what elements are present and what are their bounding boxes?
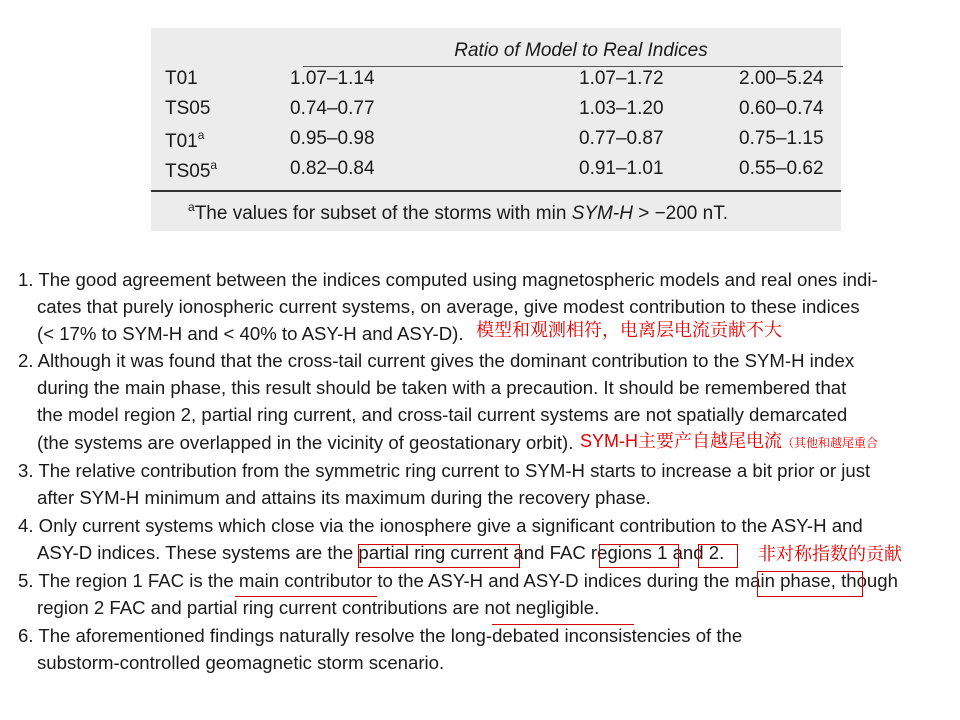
- finding-1-line-1: 1. The good agreement between the indices computed using magnetospheric models and real ones indi-: [18, 269, 878, 290]
- finding-4-line-2: ASY-D indices. These systems are the partial ring current and FAC regions 1 and 2.: [37, 542, 725, 563]
- finding-3-line-1: 3. The relative contribution from the symmetric ring current to SYM-H starts to increase a bit prior or just: [18, 460, 871, 481]
- annotation-note-2: SYM-H主要产自越尾电流（其他和越尾重合: [580, 431, 879, 451]
- table-footnote: $^a$The values for subset of the storms with min SYM-H > −200 nT.: [188, 200, 728, 224]
- table-bottom-divider: [151, 190, 841, 192]
- row-label: TS05: [165, 98, 211, 119]
- finding-2-line-2: during the main phase, this result should be taken with a precaution. It should be remembered that: [37, 377, 847, 398]
- table-cell: 0.55–0.62: [739, 158, 824, 179]
- table-cell: 0.60–0.74: [739, 98, 824, 119]
- row-label: T01$^a$: [165, 128, 205, 152]
- finding-6-line-1: 6. The aforementioned findings naturally resolve the long-debated inconsistencies of the: [18, 625, 743, 646]
- table-cell: 0.91–1.01: [579, 158, 664, 179]
- highlight-box-regions-1: [599, 544, 679, 568]
- row-label: T01: [165, 68, 198, 89]
- table-cell: 0.75–1.15: [739, 128, 824, 149]
- finding-4-line-1: 4. Only current systems which close via the ionosphere give a significant contribution to the ASY-H and: [18, 515, 863, 536]
- row-label: TS05$^a$: [165, 158, 218, 182]
- finding-6-line-2: substorm-controlled geomagnetic storm scenario.: [37, 652, 445, 673]
- table-row-ts05: [151, 98, 841, 126]
- table-cell: 0.82–0.84: [290, 158, 375, 179]
- finding-2-line-1: 2. Although it was found that the cross-tail current gives the dominant contribution to the SYM-H index: [18, 350, 855, 371]
- finding-5-line-2: region 2 FAC and partial ring current contributions are not negligible.: [37, 597, 600, 618]
- table-row-t01: [151, 68, 841, 96]
- finding-1-line-3: (< 17% to SYM-H and < 40% to ASY-H and ASY-D).: [37, 323, 464, 344]
- finding-2-line-4: (the systems are overlapped in the vicinity of geostationary orbit).: [37, 432, 574, 453]
- table-cell: 0.74–0.77: [290, 98, 375, 119]
- highlight-box-main-phase: [757, 571, 863, 597]
- finding-5-line-1: 5. The region 1 FAC is the main contributor to the ASY-H and ASY-D indices during the main phase, though: [18, 570, 898, 591]
- ratio-table: [151, 28, 841, 231]
- highlight-box-partial-ring-current: [358, 544, 520, 568]
- table-title-divider: [303, 66, 843, 67]
- table-row-t01-subset: [151, 128, 841, 156]
- finding-1-line-2: cates that purely ionospheric current systems, on average, give modest contribution to these indices: [37, 296, 860, 317]
- underline-main-contributor: [235, 596, 377, 597]
- annotation-note-3: 非对称指数的贡献: [758, 544, 902, 564]
- underline-not-negligible: [492, 624, 634, 625]
- highlight-box-and-2: [698, 544, 738, 568]
- table-cell: 1.07–1.72: [579, 68, 664, 89]
- table-cell: 1.03–1.20: [579, 98, 664, 119]
- table-cell: 1.07–1.14: [290, 68, 375, 89]
- table-cell: 2.00–5.24: [739, 68, 824, 89]
- table-row-ts05-subset: [151, 158, 841, 186]
- annotation-note-1: 模型和观测相符，电离层电流贡献不大: [476, 320, 782, 340]
- finding-3-line-2: after SYM-H minimum and attains its maximum during the recovery phase.: [37, 487, 651, 508]
- table-cell: 0.95–0.98: [290, 128, 375, 149]
- table-title: Ratio of Model to Real Indices: [454, 40, 708, 61]
- finding-2-line-3: the model region 2, partial ring current, and cross-tail current systems are not spatially demarcated: [37, 404, 848, 425]
- table-cell: 0.77–0.87: [579, 128, 664, 149]
